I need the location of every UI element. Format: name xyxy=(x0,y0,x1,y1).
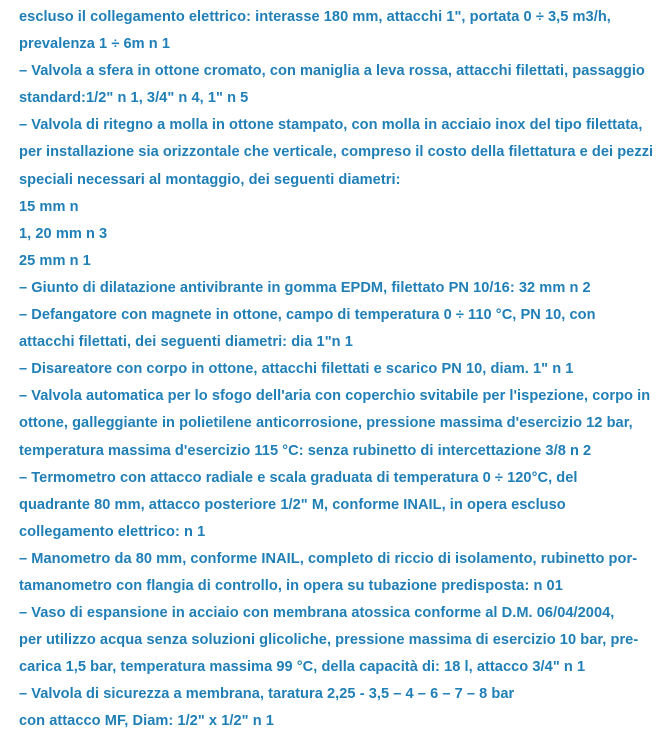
text-line: temperatura massima d'esercizio 115 °C: senza rubinetto di intercettazione 3/8 n 2 xyxy=(19,442,592,459)
text-line: escluso il collegamento elettrico: interasse 180 mm, attacchi 1", portata 0 ÷ 3,5 m3/h, xyxy=(19,9,611,25)
text-line: – Disareatore con corpo in ottone, attacchi filettati e scarico PN 10, diam. 1" n 1 xyxy=(19,361,574,378)
text-line: standard:1/2" n 1, 3/4" n 4, 1" n 5 xyxy=(19,90,249,107)
text-line: 1, 20 mm n 3 xyxy=(19,225,108,242)
text-line: con attacco MF, Diam: 1/2" x 1/2" n 1 xyxy=(19,713,274,730)
text-line: – Manometro da 80 mm, conforme INAIL, completo di riccio di isolamento, rubinetto por- xyxy=(19,550,638,567)
text-line: – Valvola di sicurezza a membrana, taratura 2,25 - 3,5 – 4 – 6 – 7 – 8 bar xyxy=(19,686,515,703)
text-line: speciali necessari al montaggio, dei seguenti diametri: xyxy=(19,171,401,188)
text-line: collegamento elettrico: n 1 xyxy=(19,523,206,540)
text-line: – Termometro con attacco radiale e scala graduata di temperatura 0 ÷ 120°C, del xyxy=(19,469,578,486)
text-line: – Valvola automatica per lo sfogo dell'aria con coperchio svitabile per l'ispezione, corpo in xyxy=(19,388,651,405)
text-line: 25 mm n 1 xyxy=(19,252,91,269)
text-line: per utilizzo acqua senza soluzioni glicoliche, pressione massima di esercizio 10 bar, pre- xyxy=(19,632,639,649)
text-line: – Giunto di dilatazione antivibrante in gomma EPDM, filettato PN 10/16: 32 mm n 2 xyxy=(19,279,591,296)
text-line: prevalenza 1 ÷ 6m n 1 xyxy=(19,36,171,53)
text-line: per installazione sia orizzontale che verticale, compreso il costo della filettatura e dei pezzi xyxy=(19,144,654,161)
text-line: – Valvola di ritegno a molla in ottone stampato, con molla in acciaio inox del tipo filettata, xyxy=(19,117,643,134)
text-line: ottone, galleggiante in polietilene anticorrosione, pressione massima d'esercizio 12 bar, xyxy=(19,415,633,432)
text-line: – Defangatore con magnete in ottone, campo di temperatura 0 ÷ 110 °C, PN 10, con xyxy=(19,307,596,324)
text-line: 15 mm n xyxy=(19,198,79,215)
text-line: – Valvola a sfera in ottone cromato, con maniglia a leva rossa, attacchi filettati, passaggio xyxy=(19,63,645,80)
text-line: – Vaso di espansione in acciaio con membrana atossica conforme al D.M. 06/04/2004, xyxy=(19,605,615,622)
text-line: quadrante 80 mm, attacco posteriore 1/2" M, conforme INAIL, in opera escluso xyxy=(19,496,566,513)
text-line: attacchi filettati, dei seguenti diametri: dia 1"n 1 xyxy=(19,334,353,351)
text-line: carica 1,5 bar, temperatura massima 99 °C, della capacità di: 18 l, attacco 3/4" n 1 xyxy=(19,659,586,676)
text-line: tamanometro con flangia di controllo, in opera su tubazione predisposta: n 01 xyxy=(19,577,563,594)
